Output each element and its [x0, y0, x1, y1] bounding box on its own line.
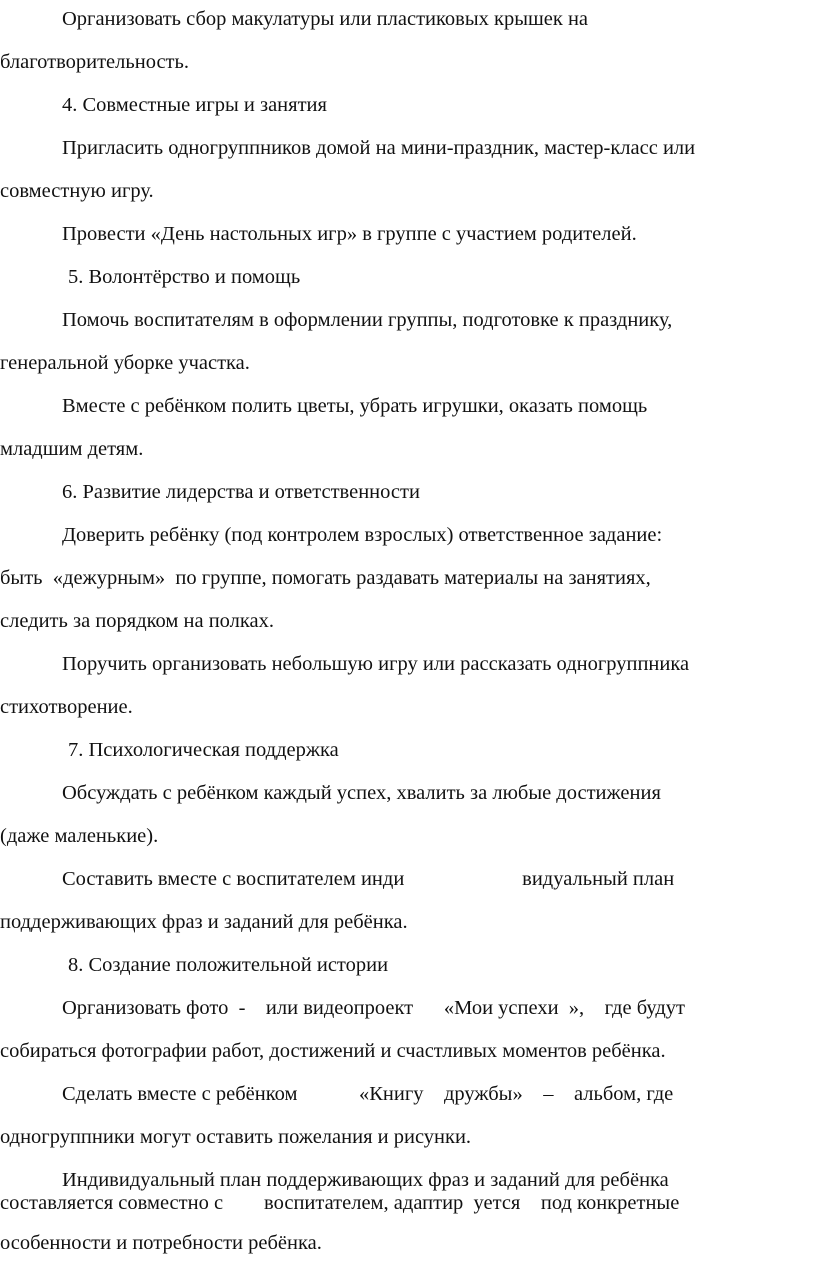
paragraph-line: Организовать сбор макулатуры или пластиковых крышек на [62, 8, 589, 30]
paragraph-line: благотворительность. [0, 51, 189, 73]
paragraph-line: собираться фотографии работ, достижений и счастливых моментов ребёнка. [0, 1040, 666, 1062]
paragraph-line: следить за порядком на полках. [0, 610, 275, 632]
paragraph-line: (даже маленькие). [0, 825, 159, 847]
paragraph-line: Помочь воспитателям в оформлении группы, подготовке к празднику, [62, 309, 673, 331]
paragraph-line: Провести «День настольных игр» в группе с участием родителей. [62, 223, 637, 245]
paragraph-line: младшим детям. [0, 438, 144, 460]
paragraph-line: одногруппники могут оставить пожелания и рисунки. [0, 1126, 472, 1148]
paragraph-line: совместную игру. [0, 180, 154, 202]
paragraph-line: особенности и потребности ребёнка. [0, 1232, 322, 1254]
paragraph-line: Индивидуальный план поддерживающих фраз и заданий для ребёнка [62, 1169, 669, 1191]
paragraph-line: Поручить организовать небольшую игру или рассказать одногруппника [62, 653, 690, 675]
paragraph-line: генеральной уборке участка. [0, 352, 250, 374]
section-heading: 6. Развитие лидерства и ответственности [62, 481, 420, 503]
paragraph-line: Пригласить одногруппников домой на мини‑праздник, мастер‑класс или [62, 137, 696, 159]
paragraph-line: Доверить ребёнку (под контролем взрослых) ответственное задание: [62, 524, 663, 546]
section-heading: 8. Создание положительной истории [68, 954, 389, 976]
section-heading: 5. Волонтёрство и помощь [68, 266, 301, 288]
paragraph-line: Обсуждать с ребёнком каждый успех, хвалить за любые достижения [62, 782, 661, 804]
section-heading: 4. Совместные игры и занятия [62, 94, 327, 116]
paragraph-line: стихотворение. [0, 696, 133, 718]
paragraph-line: Вместе с ребёнком полить цветы, убрать игрушки, оказать помощь [62, 395, 648, 417]
section-heading: 7. Психологическая поддержка [68, 739, 339, 761]
paragraph-line: быть «дежурным» по группе, помогать раздавать материалы на занятиях, [0, 567, 651, 589]
paragraph-line: Организовать фото - или видеопроект «Мои успехи », где будут [62, 997, 685, 1019]
paragraph-line: Сделать вместе с ребёнком «Книгу дружбы» – альбом, где [62, 1083, 674, 1105]
paragraph-line: поддерживающих фраз и заданий для ребёнка. [0, 911, 408, 933]
paragraph-line: Составить вместе с воспитателем инди видуальный план [62, 868, 675, 890]
paragraph-line: составляется совместно с воспитателем, адаптир уется под конкретные [0, 1192, 680, 1214]
